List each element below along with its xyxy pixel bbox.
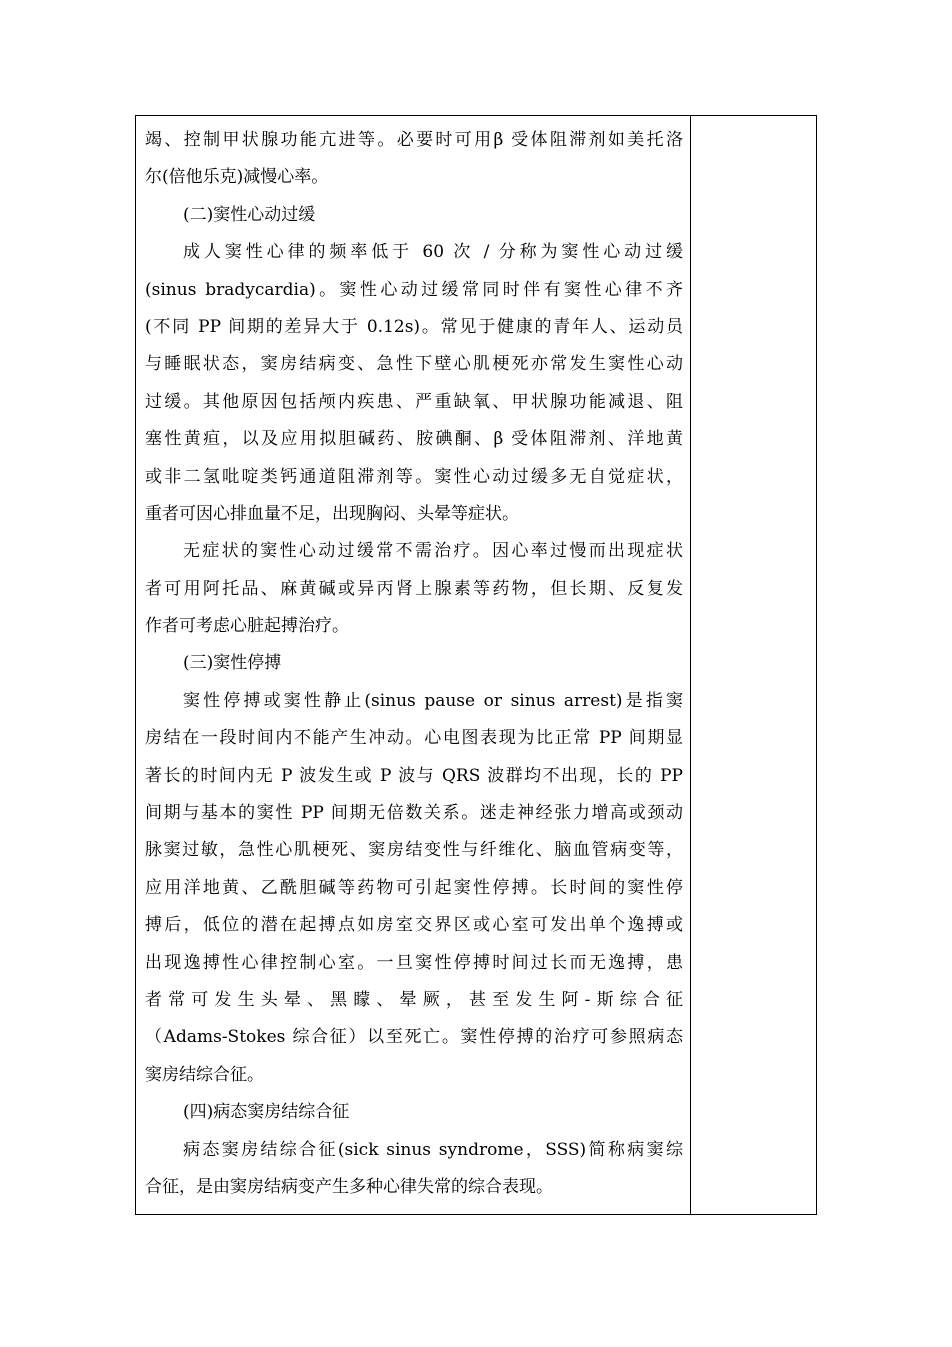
text-line: 病态窦房结综合征(sick sinus syndrome，SSS)简称病窦综: [183, 1139, 683, 1160]
text-line: 塞性黄疸，以及应用拟胆碱药、胺碘酮、β 受体阻滞剂、洋地黄: [145, 429, 683, 450]
text-line: 间期与基本的窦性 PP 间期无倍数关系。迷走神经张力增高或颈动: [145, 803, 683, 824]
text-line: 窦性停搏或窦性静止(sinus pause or sinus arrest)是指窦: [183, 690, 683, 711]
text-line: (四)病态窦房结综合征: [183, 1102, 350, 1123]
text-line: 搏后，低位的潜在起搏点如房室交界区或心室可发出单个逸搏或: [145, 915, 683, 936]
text-line: 过缓。其他原因包括颅内疾患、严重缺氧、甲状腺功能减退、阻: [145, 391, 683, 412]
text-line: 尔(倍他乐克)减慢心率。: [145, 167, 329, 188]
text-line: （Adams-Stokes 综合征）以至死亡。窦性停搏的治疗可参照病态: [145, 1027, 683, 1048]
text-line: 应用洋地黄、乙酰胆碱等药物可引起窦性停搏。长时间的窦性停: [145, 877, 683, 898]
text-line: 重者可因心排血量不足，出现胸闷、头晕等症状。: [145, 503, 519, 524]
text-line: 者常可发生头晕、黑矇、晕厥，甚至发生阿-斯综合征: [145, 989, 683, 1010]
text-line: 竭、控制甲状腺功能亢进等。必要时可用β 受体阻滞剂如美托洛: [145, 130, 683, 150]
text-line: (二)窦性心动过缓: [183, 204, 316, 225]
text-line: 成人窦性心律的频率低于 60 次 / 分称为窦性心动过缓: [183, 242, 683, 263]
text-line: 作者可考虑心脏起搏治疗。: [145, 616, 349, 637]
text-line: (sinus bradycardia)。窦性心动过缓常同时伴有窦性心律不齐: [145, 279, 683, 300]
text-line: 与睡眠状态，窦房结病变、急性下壁心肌梗死亦常发生窦性心动: [145, 354, 683, 375]
text-line: 无症状的窦性心动过缓常不需治疗。因心率过慢而出现症状: [183, 541, 683, 562]
text-line: (三)窦性停搏: [183, 653, 282, 674]
text-line: 者可用阿托品、麻黄碱或异丙肾上腺素等药物，但长期、反复发: [145, 578, 683, 599]
text-cell: [136, 116, 691, 1214]
text-line: 脉窦过敏，急性心肌梗死、窦房结变性与纤维化、脑血管病变等，: [145, 840, 683, 861]
text-line: 或非二氢吡啶类钙通道阻滞剂等。窦性心动过缓多无自觉症状，: [145, 466, 683, 487]
text-line: 窦房结综合征。: [145, 1064, 264, 1085]
text-line: 出现逸搏性心律控制心室。一旦窦性停搏时间过长而无逸搏，患: [145, 952, 683, 973]
text-line: 合征，是由窦房结病变产生多种心律失常的综合表现。: [145, 1176, 553, 1197]
text-line: 房结在一段时间内不能产生冲动。心电图表现为比正常 PP 间期显: [145, 728, 683, 749]
blank-side-cell: [691, 116, 816, 1214]
text-line: (不同 PP 间期的差异大于 0.12s)。常见于健康的青年人、运动员: [145, 316, 683, 337]
document-table: [135, 115, 817, 1215]
text-line: 著长的时间内无 P 波发生或 P 波与 QRS 波群均不出现，长的 PP: [145, 765, 683, 786]
